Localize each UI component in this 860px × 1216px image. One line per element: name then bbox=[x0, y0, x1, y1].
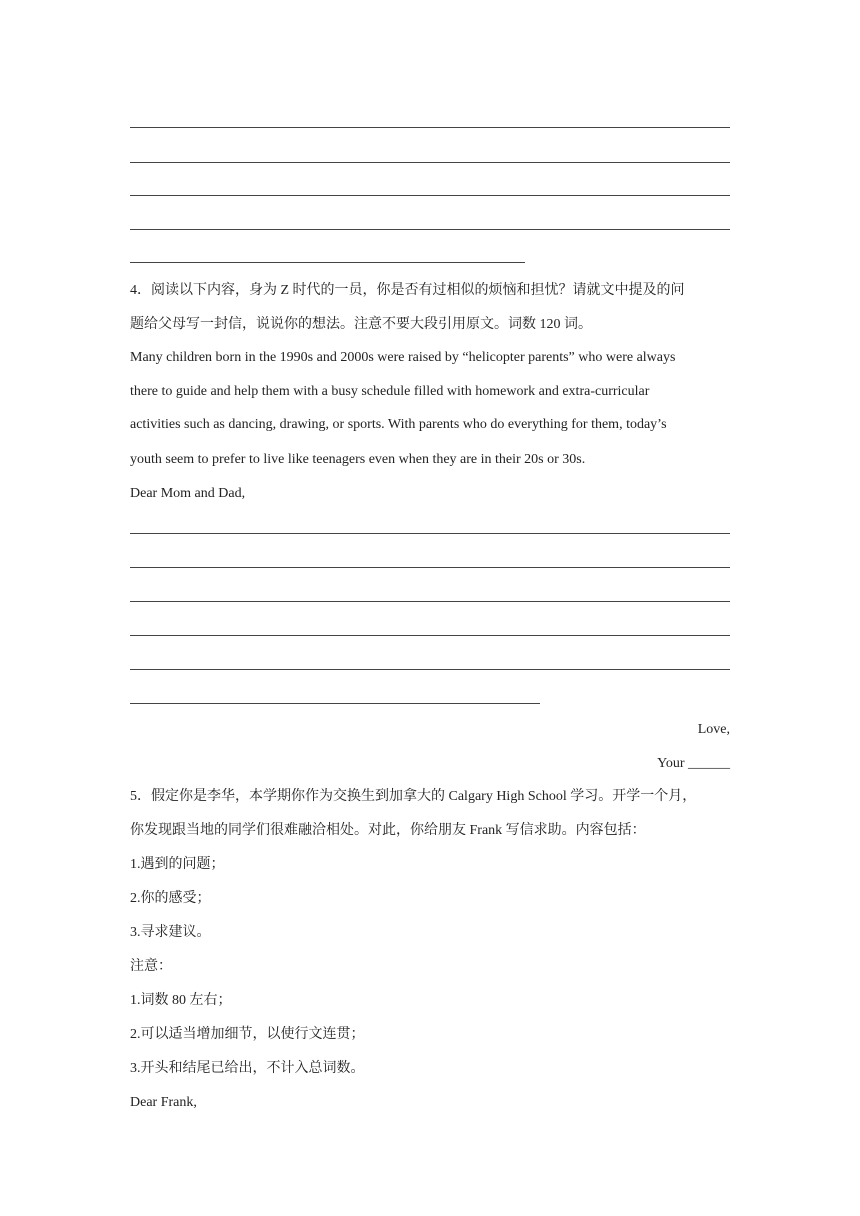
answer-line bbox=[130, 703, 540, 704]
answer-line bbox=[130, 262, 525, 263]
q5-prompt-line2: 你发现跟当地的同学们很难融洽相处。对此，你给朋友 Frank 写信求助。内容包括： bbox=[130, 823, 646, 838]
q4-closing: Love, bbox=[697, 722, 730, 737]
q5-note: 3.开头和结尾已给出，不计入总词数。 bbox=[130, 1061, 365, 1076]
answer-line bbox=[130, 127, 730, 128]
q5-salutation: Dear Frank, bbox=[130, 1095, 197, 1110]
q4-prompt-line1: 4．阅读以下内容，身为 Z 时代的一员，你是否有过相似的烦恼和担忧？请就文中提及的问 bbox=[130, 283, 685, 298]
answer-line bbox=[130, 533, 730, 534]
q5-note: 2.可以适当增加细节，以使行文连贯； bbox=[130, 1027, 365, 1042]
answer-line bbox=[130, 567, 730, 568]
answer-line bbox=[130, 162, 730, 163]
q4-passage-line: Many children born in the 1990s and 2000s were raised by “helicopter parents” who were always bbox=[130, 350, 676, 365]
answer-line bbox=[130, 669, 730, 670]
q4-signature: Your ______ bbox=[657, 756, 730, 771]
q5-notes-label: 注意： bbox=[130, 959, 172, 974]
answer-line bbox=[130, 601, 730, 602]
q4-passage-line: youth seem to prefer to live like teenagers even when they are in their 20s or 30s. bbox=[130, 452, 586, 467]
q5-content-item: 3.寻求建议。 bbox=[130, 925, 211, 940]
answer-line bbox=[130, 635, 730, 636]
q4-passage-line: activities such as dancing, drawing, or sports. With parents who do everything for them, today’s bbox=[130, 417, 667, 432]
q4-prompt-line2: 题给父母写一封信，说说你的想法。注意不要大段引用原文。词数 120 词。 bbox=[130, 317, 592, 332]
answer-line bbox=[130, 229, 730, 230]
answer-line bbox=[130, 195, 730, 196]
q4-passage-line: there to guide and help them with a busy schedule filled with homework and extra-curricular bbox=[130, 384, 650, 399]
q4-salutation: Dear Mom and Dad, bbox=[130, 486, 246, 501]
q5-note: 1.词数 80 左右； bbox=[130, 993, 232, 1008]
q5-content-item: 1.遇到的问题； bbox=[130, 857, 225, 872]
q5-content-item: 2.你的感受； bbox=[130, 891, 211, 906]
q5-prompt-line1: 5．假定你是李华，本学期你作为交换生到加拿大的 Calgary High School 学习。开学一个月， bbox=[130, 789, 697, 804]
